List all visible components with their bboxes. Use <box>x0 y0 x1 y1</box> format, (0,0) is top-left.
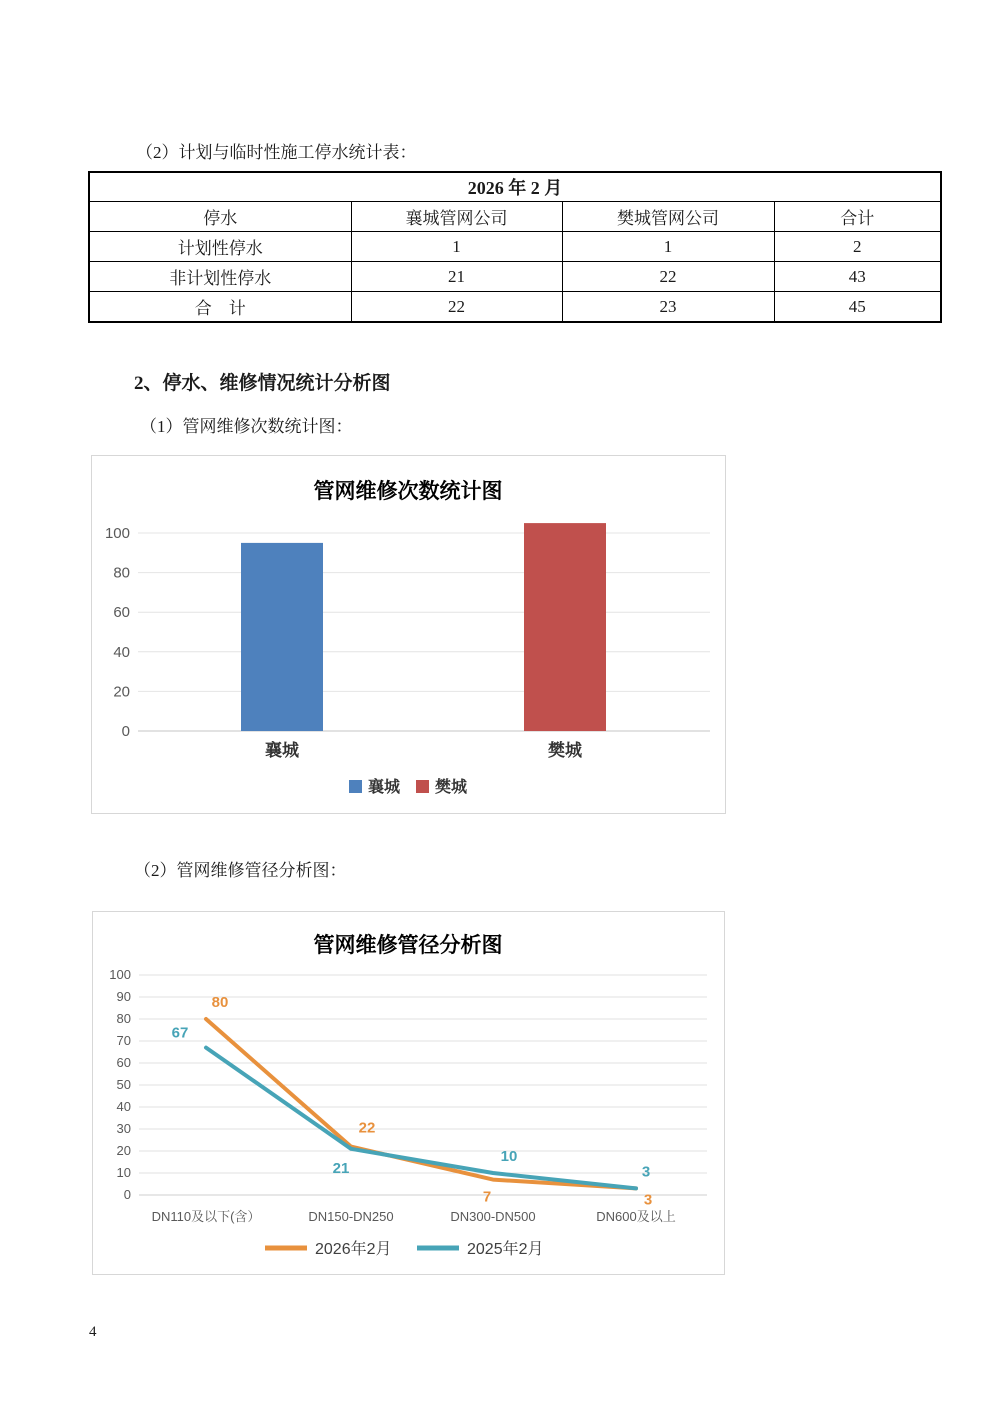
row-label: 计划性停水 <box>89 232 351 262</box>
y-tick-label: 100 <box>109 967 131 982</box>
legend-label: 襄城 <box>368 779 401 796</box>
y-tick-label: 80 <box>113 564 130 582</box>
series-line-2025年2月 <box>206 1048 636 1189</box>
table-header-row <box>89 202 941 232</box>
legend-swatch <box>349 780 362 793</box>
y-tick-label: 50 <box>116 1077 131 1092</box>
y-tick-label: 20 <box>113 683 130 701</box>
table-row <box>89 232 941 262</box>
table-row <box>89 262 941 292</box>
y-tick-label: 30 <box>116 1121 131 1136</box>
bar-chart-svg <box>92 456 725 813</box>
col-header: 樊城管网公司 <box>562 202 774 232</box>
row-label: 非计划性停水 <box>89 262 351 292</box>
data-label: 80 <box>211 994 229 1011</box>
table-title-cell: 2026 年 2 月 <box>89 172 941 202</box>
stoppage-stats-table <box>88 171 942 323</box>
legend-label: 樊城 <box>435 779 468 796</box>
y-tick-label: 90 <box>116 989 131 1004</box>
table-cell: 1 <box>562 232 774 262</box>
table-cell: 43 <box>774 262 941 292</box>
legend-label: 2026年2月 <box>315 1241 392 1258</box>
x-category-label: DN300-DN500 <box>450 1209 536 1224</box>
bar-chart-caption: （1）管网维修次数统计图： <box>140 417 353 436</box>
table-title-row <box>89 172 941 202</box>
col-header: 停水 <box>89 202 351 232</box>
data-label: 7 <box>482 1188 492 1206</box>
table-cell: 1 <box>351 232 562 262</box>
series-line-2026年2月 <box>206 1019 636 1188</box>
legend-swatch <box>416 780 429 793</box>
x-category-label: 襄城 <box>265 741 299 760</box>
table-cell: 21 <box>351 262 562 292</box>
y-tick-label: 80 <box>116 1011 131 1026</box>
y-tick-label: 10 <box>116 1165 131 1180</box>
table-cell: 22 <box>562 262 774 292</box>
data-label: 21 <box>332 1159 350 1177</box>
table-cell: 2 <box>774 232 941 262</box>
legend-label: 2025年2月 <box>467 1241 544 1258</box>
line-chart-caption: （2）管网维修管径分析图： <box>134 861 347 880</box>
y-tick-label: 40 <box>113 643 130 661</box>
bar-chart <box>91 455 726 814</box>
y-tick-label: 100 <box>104 525 130 542</box>
data-label: 67 <box>171 1024 189 1042</box>
y-tick-label: 70 <box>116 1033 131 1048</box>
section-heading: 2、停水、维修情况统计分析图 <box>134 373 391 394</box>
x-category-label: DN600及以上 <box>596 1209 676 1224</box>
y-tick-label: 0 <box>121 723 130 740</box>
data-label: 3 <box>643 1191 653 1209</box>
y-tick-label: 0 <box>123 1187 131 1202</box>
line-chart <box>92 911 725 1275</box>
page-number: 4 <box>89 1324 97 1340</box>
x-category-label: DN150-DN250 <box>308 1209 394 1224</box>
y-tick-label: 40 <box>116 1099 131 1114</box>
y-tick-label: 60 <box>116 1055 131 1070</box>
x-category-label: DN110及以下(含） <box>151 1209 261 1224</box>
col-header: 襄城管网公司 <box>351 202 562 232</box>
row-label: 合 计 <box>89 292 351 323</box>
col-header: 合计 <box>774 202 941 232</box>
table-cell: 45 <box>774 292 941 323</box>
chart-title: 管网维修管径分析图 <box>313 934 503 957</box>
line-chart-svg <box>93 912 724 1274</box>
bar-樊城 <box>524 523 606 731</box>
table-row <box>89 292 941 323</box>
table-cell: 23 <box>562 292 774 323</box>
y-tick-label: 60 <box>113 604 130 622</box>
bar-襄城 <box>241 543 323 731</box>
x-category-label: 樊城 <box>548 741 582 760</box>
data-label: 10 <box>500 1148 518 1165</box>
table-caption: （2）计划与临时性施工停水统计表： <box>136 143 417 162</box>
chart-title: 管网维修次数统计图 <box>313 480 503 503</box>
y-tick-label: 20 <box>116 1143 131 1158</box>
data-label: 3 <box>641 1163 651 1181</box>
data-label: 22 <box>358 1119 376 1137</box>
table-cell: 22 <box>351 292 562 323</box>
